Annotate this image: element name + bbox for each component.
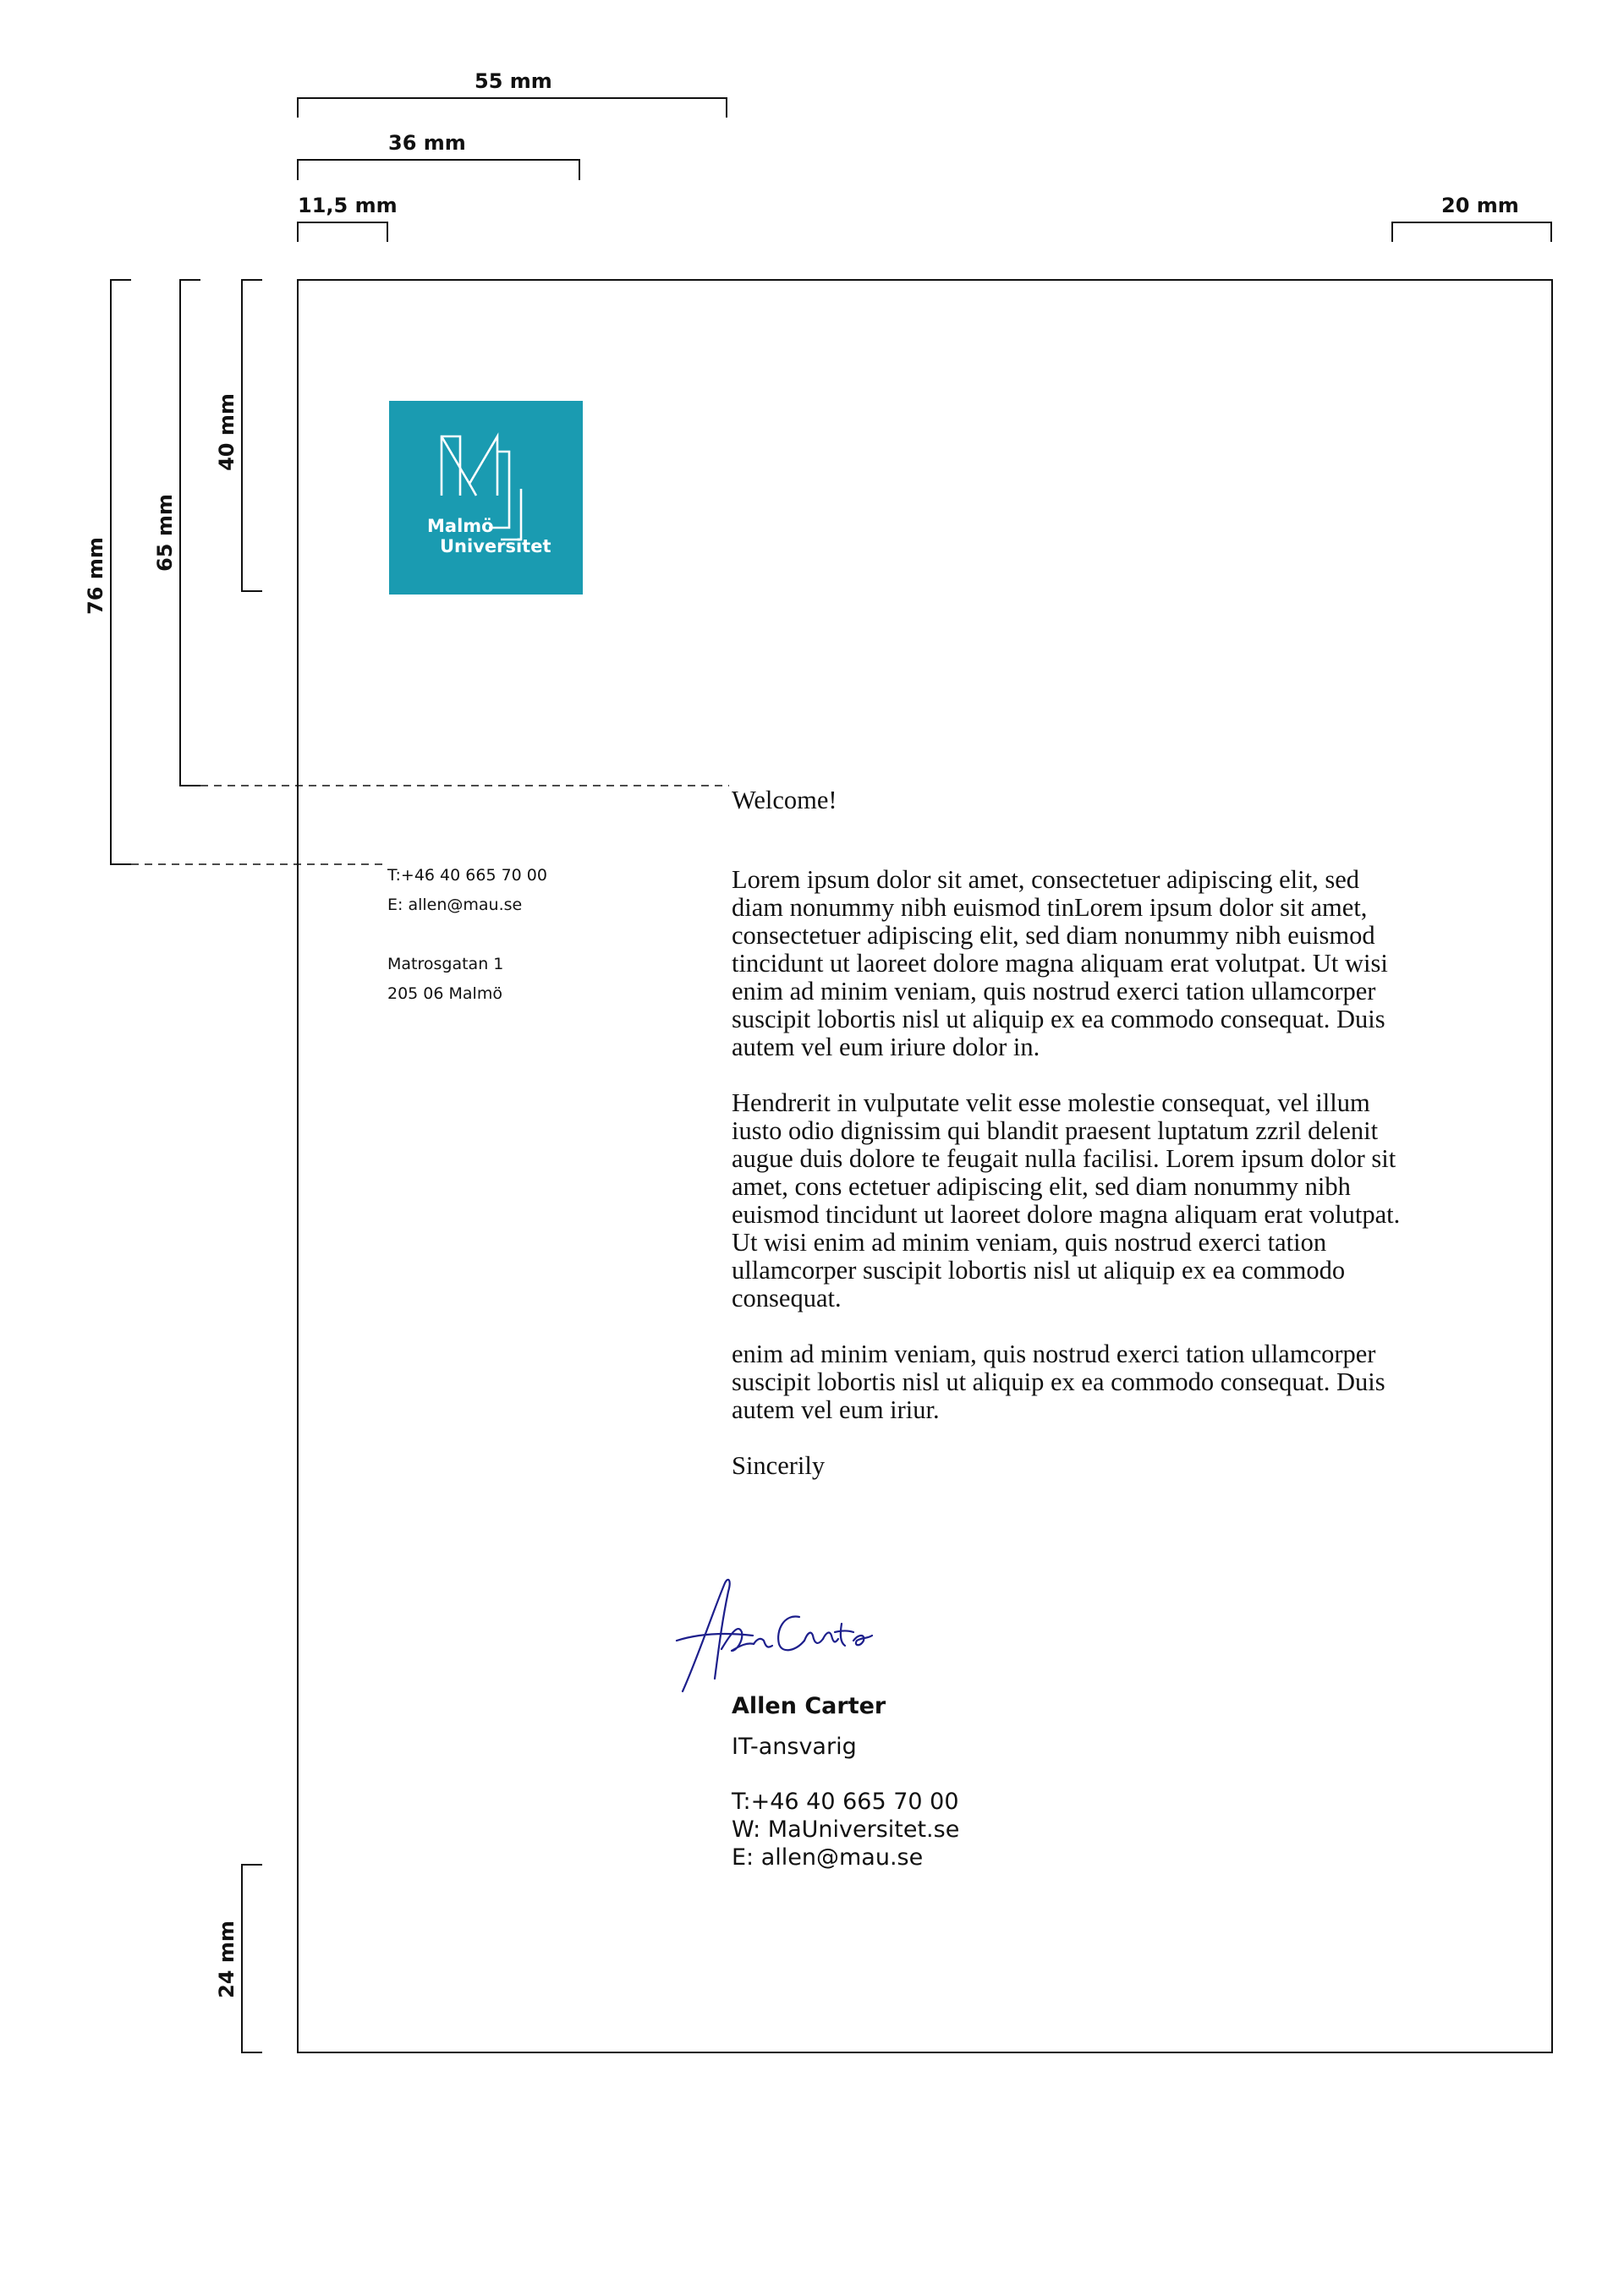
bracket-65mm bbox=[180, 280, 200, 786]
signer-email: E: allen@mau.se bbox=[732, 1844, 924, 1871]
letter-greeting: Welcome! bbox=[732, 786, 837, 814]
dim-label-65mm: 65 mm bbox=[153, 494, 177, 572]
bracket-55mm bbox=[298, 98, 727, 118]
bracket-24mm bbox=[242, 1865, 262, 2052]
letter-paragraph-3: enim ad minim veniam, quis nostrud exerci tation ullamcorper suscipit lobortis nisl ut aliquip ex ea commodo consequat. Duis autem vel eum iriur. bbox=[732, 1340, 1385, 1424]
letter-closing: Sincerily bbox=[732, 1451, 826, 1480]
handwritten-signature bbox=[672, 1573, 875, 1700]
bracket-76mm bbox=[111, 280, 131, 864]
letter-body bbox=[732, 786, 1408, 1480]
signer-title: IT-ansvarig bbox=[732, 1734, 857, 1760]
bracket-40mm bbox=[242, 280, 262, 591]
letter-paragraph-2: Hendrerit in vulputate velit esse molestie consequat, vel illum iusto odio dignissim qui blandit praesent luptatum zzril delenit augue duis dolore te feugait nulla facilisi. Lorem ipsum dolor sit amet, cons ectetuer adipiscing elit, sed diam nonummy nibh euismod tincidunt ut laoreet dolore magna aliquam erat volutpat. Ut wisi enim ad minim veniam, quis nostrud exerci tation ullamcorper suscipit lobortis nisl ut aliquip ex ea commodo consequat. bbox=[732, 1088, 1401, 1312]
signer-web: W: MaUniversitet.se bbox=[732, 1817, 960, 1843]
signer-name: Allen Carter bbox=[732, 1693, 886, 1719]
signer-phone: T:+46 40 665 70 00 bbox=[732, 1789, 959, 1815]
dim-label-76mm: 76 mm bbox=[84, 537, 107, 615]
letter-paragraph-1: Lorem ipsum dolor sit amet, consectetuer adipiscing elit, sed diam nonummy nibh euismod tinLorem ipsum dolor sit amet, consectetuer adipiscing elit, sed diam nonummy nibh euismod tincidunt ut laoreet dolore magna aliquam erat volutpat. Ut wisi enim ad minim veniam, quis nostrud exerci tation ullamcorper suscipit lobortis nisl ut aliquip ex ea commodo consequat. Duis autem vel eum iriure dolor in. bbox=[732, 865, 1388, 1061]
sender-street: Matrosgatan 1 bbox=[387, 955, 504, 973]
dim-label-11-5mm: 11,5 mm bbox=[298, 194, 398, 217]
dim-label-40mm: 40 mm bbox=[215, 393, 239, 471]
sender-city: 205 06 Malmö bbox=[387, 984, 502, 1003]
malmo-universitet-logo bbox=[389, 401, 583, 595]
logo-text-malmo: Malmö bbox=[427, 516, 494, 536]
sender-phone: T:+46 40 665 70 00 bbox=[387, 866, 547, 885]
bracket-11-5mm bbox=[298, 222, 387, 242]
dim-label-24mm: 24 mm bbox=[215, 1921, 239, 1998]
dim-label-55mm: 55 mm bbox=[475, 69, 552, 93]
bracket-20mm bbox=[1392, 222, 1551, 242]
logo-mark-icon bbox=[389, 401, 583, 595]
logo-text-universitet: Universitet bbox=[440, 536, 551, 556]
bracket-36mm bbox=[298, 160, 579, 180]
sender-email: E: allen@mau.se bbox=[387, 896, 523, 914]
dim-label-36mm: 36 mm bbox=[388, 131, 466, 155]
dim-label-20mm: 20 mm bbox=[1441, 194, 1519, 217]
